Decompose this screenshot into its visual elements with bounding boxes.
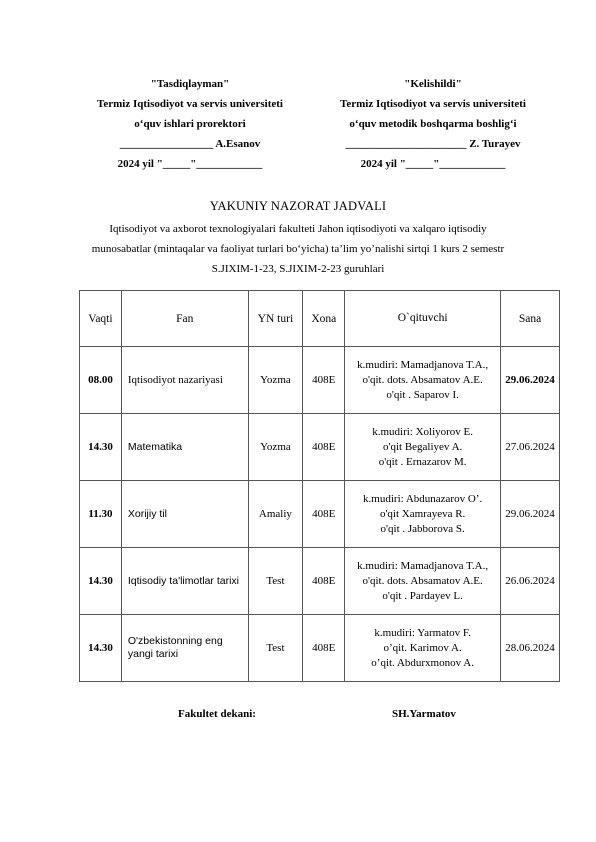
signature-line: _________________ A.Esanov bbox=[119, 138, 261, 150]
teacher-line: k.mudiri: Xoliyorov E. bbox=[372, 425, 474, 438]
column-header-exam-type: YN turi bbox=[248, 291, 303, 347]
date-line: 2024 yil "_____"____________ bbox=[117, 158, 263, 170]
approval-heading: "Tasdiqlayman" bbox=[150, 78, 230, 90]
teacher-line: o'qit . Pardayev L. bbox=[382, 589, 463, 602]
cell-time: 11.30 bbox=[80, 481, 122, 548]
table-row bbox=[80, 548, 560, 615]
cell-date: 26.06.2024 bbox=[501, 548, 560, 615]
cell-time: 14.30 bbox=[80, 414, 122, 481]
cell-teacher bbox=[345, 414, 501, 481]
column-header-time: Vaqti bbox=[80, 291, 122, 347]
cell-time: 08.00 bbox=[80, 347, 122, 414]
cell-exam-type: Yozma bbox=[248, 347, 303, 414]
cell-room: 408E bbox=[303, 548, 345, 615]
cell-teacher bbox=[345, 481, 501, 548]
cell-subject: Matematika bbox=[121, 414, 248, 481]
teacher-line: o'qit Xamrayeva R. bbox=[379, 507, 466, 520]
cell-date: 29.06.2024 bbox=[501, 347, 560, 414]
cell-exam-type: Amaliy bbox=[248, 481, 303, 548]
cell-date: 28.06.2024 bbox=[501, 615, 560, 682]
groups-line: S.JIXIM-1-23, S.JIXIM-2-23 guruhlari bbox=[211, 263, 385, 275]
cell-subject: Iqtisodiyot nazariyasi bbox=[121, 347, 248, 414]
table-row bbox=[80, 347, 560, 414]
document-title: YAKUNIY NAZORAT JADVALI bbox=[209, 199, 387, 213]
approval-block-right bbox=[318, 74, 548, 174]
teacher-line: k.mudiri: Mamadjanova T.A., bbox=[357, 559, 489, 572]
position-title: o‘quv ishlari prorektori bbox=[134, 118, 246, 130]
cell-exam-type: Yozma bbox=[248, 414, 303, 481]
teacher-line: o'qit . Ernazarov M. bbox=[378, 455, 467, 468]
teacher-line: o'qit. dots. Absamatov A.E. bbox=[362, 373, 483, 386]
cell-teacher bbox=[345, 615, 501, 682]
cell-teacher bbox=[345, 347, 501, 414]
teacher-line: k.mudiri: Yarmatov F. bbox=[374, 626, 471, 639]
direction-line: munosabatlar (mintaqalar va faoliyat turlari bo‘yicha) ta’lim yo’nalishi sirtqi 1 kurs 2 semestr bbox=[91, 243, 505, 255]
teacher-line: o'qit . Saparov I. bbox=[386, 388, 459, 401]
cell-time: 14.30 bbox=[80, 548, 122, 615]
exam-schedule-table bbox=[79, 290, 560, 682]
teacher-line: o'qit. dots. Absamatov A.E. bbox=[362, 574, 483, 587]
table-row bbox=[80, 414, 560, 481]
signature-line: ______________________ Z. Turayev bbox=[345, 138, 521, 150]
teacher-line: o'qit Begaliyev A. bbox=[382, 440, 463, 453]
cell-subject: O'zbekistonning eng yangi tarixi bbox=[121, 615, 248, 682]
column-header-room: Xona bbox=[303, 291, 345, 347]
table-row bbox=[80, 615, 560, 682]
cell-room: 408E bbox=[303, 481, 345, 548]
dean-name: SH.Yarmatov bbox=[392, 708, 456, 720]
teacher-line: o'qit . Jabborova S. bbox=[380, 522, 465, 535]
cell-date: 29.06.2024 bbox=[501, 481, 560, 548]
column-header-teacher: O`qituvchi bbox=[345, 291, 501, 347]
table-header-row bbox=[80, 291, 560, 347]
cell-teacher bbox=[345, 548, 501, 615]
cell-room: 408E bbox=[303, 414, 345, 481]
cell-subject: Xorijiy til bbox=[121, 481, 248, 548]
position-title: o‘quv metodik boshqarma boshlig‘i bbox=[349, 118, 517, 130]
cell-room: 408E bbox=[303, 615, 345, 682]
cell-date: 27.06.2024 bbox=[501, 414, 560, 481]
cell-time: 14.30 bbox=[80, 615, 122, 682]
teacher-line: k.mudiri: Abdunazarov O’. bbox=[363, 492, 483, 505]
university-name: Termiz Iqtisodiyot va servis universiteti bbox=[340, 98, 526, 110]
teacher-line: o’qit. Abdurxmonov A. bbox=[371, 656, 474, 669]
column-header-subject: Fan bbox=[121, 291, 248, 347]
document-header bbox=[40, 196, 556, 279]
approval-block-left bbox=[75, 74, 305, 174]
teacher-line: o’qit. Karimov A. bbox=[383, 641, 462, 654]
teacher-line: k.mudiri: Mamadjanova T.A., bbox=[357, 358, 489, 371]
university-name: Termiz Iqtisodiyot va servis universiteti bbox=[97, 98, 283, 110]
dean-label: Fakultet dekani: bbox=[178, 708, 256, 720]
cell-exam-type: Test bbox=[248, 615, 303, 682]
date-line: 2024 yil "_____"____________ bbox=[360, 158, 506, 170]
approval-heading: "Kelishildi" bbox=[404, 78, 462, 90]
cell-room: 408E bbox=[303, 347, 345, 414]
table-row bbox=[80, 481, 560, 548]
cell-exam-type: Test bbox=[248, 548, 303, 615]
faculty-line: Iqtisodiyot va axborot texnologiyalari fakulteti Jahon iqtisodiyoti va xalqaro iqtisodiy bbox=[109, 223, 487, 235]
cell-subject: Iqtisodiy ta'limotlar tarixi bbox=[121, 548, 248, 615]
column-header-date: Sana bbox=[501, 291, 560, 347]
